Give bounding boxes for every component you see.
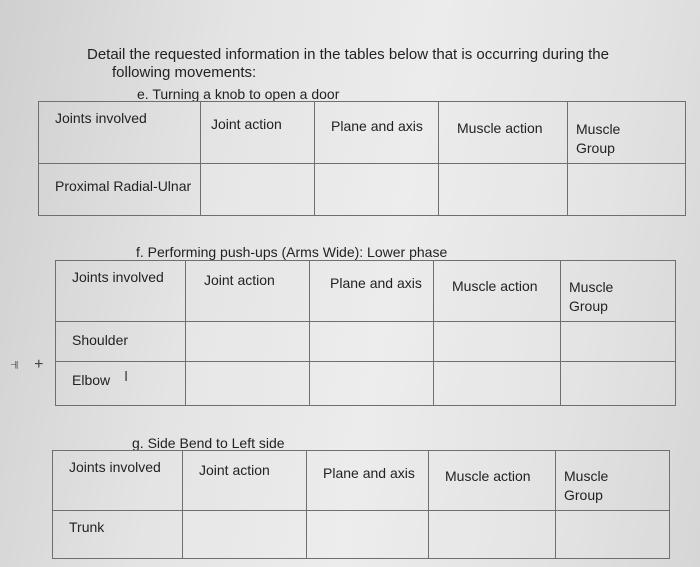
header-muscle-action: Muscle action bbox=[434, 261, 561, 322]
header-plane-and-axis: Plane and axis bbox=[315, 102, 439, 164]
cell-plane-and-axis[interactable] bbox=[307, 511, 429, 559]
header-muscle-action: Muscle action bbox=[439, 102, 568, 164]
header-muscle-group: Muscle Group bbox=[556, 451, 670, 511]
table-g-caption: g. Side Bend to Left side bbox=[132, 435, 285, 451]
cell-muscle-action[interactable] bbox=[434, 322, 561, 362]
add-row-icon[interactable]: + bbox=[34, 356, 44, 373]
cell-joint-action[interactable] bbox=[183, 511, 307, 559]
header-joint-action: Joint action bbox=[186, 261, 310, 322]
table-f-caption: f. Performing push-ups (Arms Wide): Lower phase bbox=[136, 244, 448, 260]
header-joint-action: Joint action bbox=[183, 451, 307, 511]
cell-muscle-action[interactable] bbox=[429, 511, 556, 559]
cell-plane-and-axis[interactable] bbox=[315, 164, 439, 216]
header-joints-involved: Joints involved bbox=[53, 451, 183, 511]
cell-plane-and-axis[interactable] bbox=[310, 362, 434, 406]
cell-muscle-group[interactable] bbox=[561, 322, 676, 362]
table-f bbox=[55, 260, 676, 406]
header-joint-action: Joint action bbox=[201, 102, 315, 164]
cell-plane-and-axis[interactable] bbox=[310, 322, 434, 362]
header-joints-involved: Joints involved bbox=[39, 102, 201, 164]
row-label-elbow: Elbow bbox=[56, 362, 186, 406]
header-plane-and-axis: Plane and axis bbox=[310, 261, 434, 322]
text-cursor-icon: I bbox=[124, 368, 129, 385]
cell-muscle-group[interactable] bbox=[556, 511, 670, 559]
cell-muscle-group[interactable] bbox=[568, 164, 686, 216]
cell-joint-action[interactable] bbox=[186, 362, 310, 406]
row-label-shoulder: Shoulder bbox=[56, 322, 186, 362]
row-label-proximal-radial-ulnar: Proximal Radial-Ulnar bbox=[39, 164, 201, 216]
row-tools bbox=[10, 356, 43, 374]
instructions-line-1: Detail the requested information in the tables below that is occurring during the bbox=[87, 46, 609, 63]
header-muscle-action: Muscle action bbox=[429, 451, 556, 511]
instructions-line-2: following movements: bbox=[112, 64, 257, 81]
cell-muscle-action[interactable] bbox=[434, 362, 561, 406]
header-plane-and-axis: Plane and axis bbox=[307, 451, 429, 511]
header-muscle-group: Muscle Group bbox=[568, 102, 686, 164]
cell-muscle-action[interactable] bbox=[439, 164, 568, 216]
table-e-caption: e. Turning a knob to open a door bbox=[137, 86, 340, 102]
header-muscle-group: Muscle Group bbox=[561, 261, 676, 322]
row-label-trunk: Trunk bbox=[53, 511, 183, 559]
cell-joint-action[interactable] bbox=[186, 322, 310, 362]
table-g bbox=[52, 450, 670, 559]
table-e bbox=[38, 101, 686, 216]
cell-muscle-group[interactable] bbox=[561, 362, 676, 406]
cell-joint-action[interactable] bbox=[201, 164, 315, 216]
header-joints-involved: Joints involved bbox=[56, 261, 186, 322]
drag-handle-icon[interactable]: ⫣ bbox=[10, 356, 20, 373]
